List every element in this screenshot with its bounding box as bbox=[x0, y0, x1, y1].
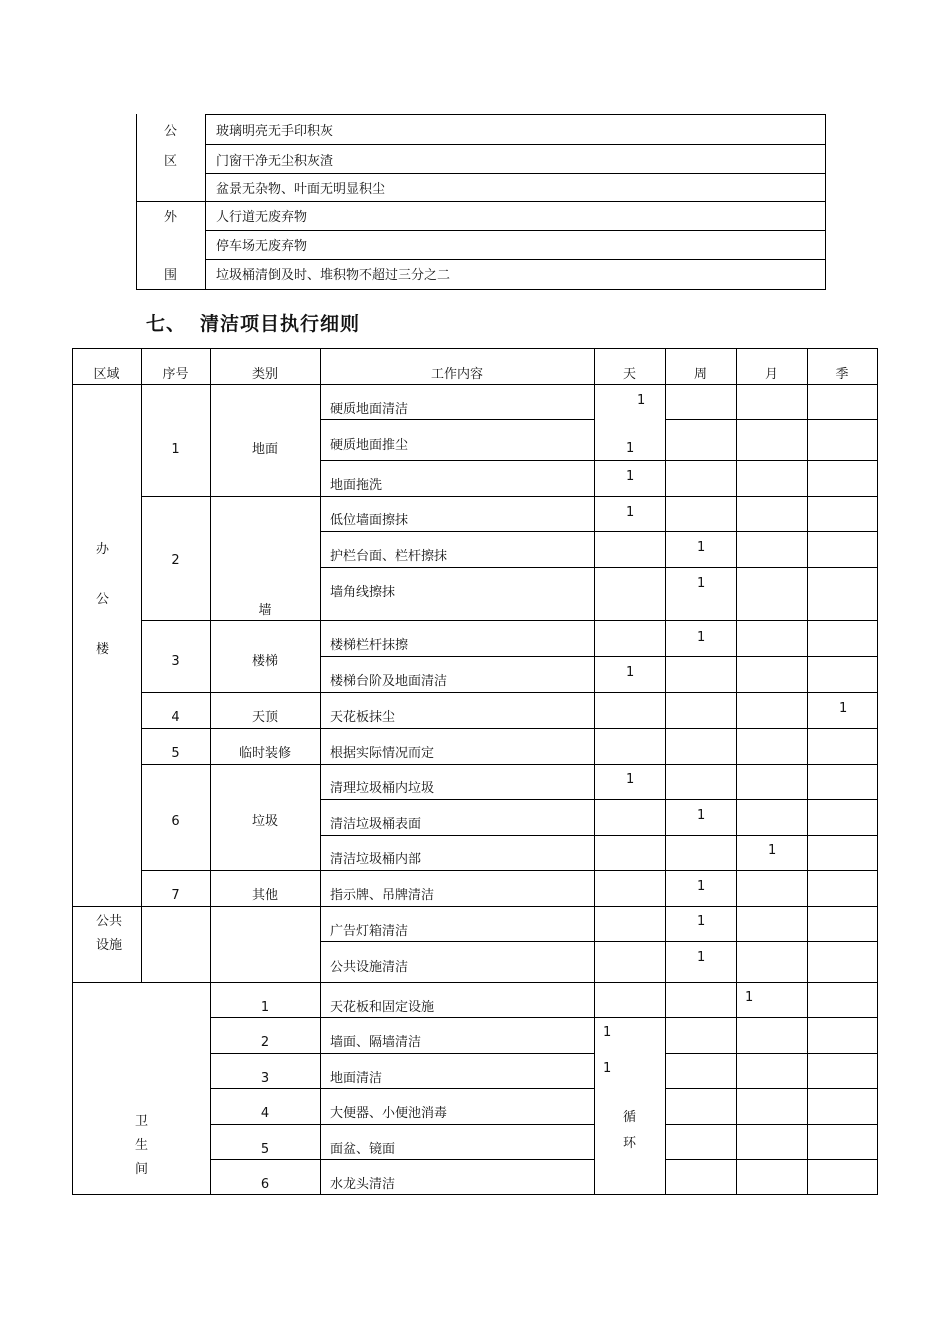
task-cell: 墙面、隔墙清洁 bbox=[330, 1035, 422, 1050]
task-cell: 清洁垃圾桶内部 bbox=[330, 852, 422, 867]
task-cell: 护栏台面、栏杆擦抹 bbox=[330, 549, 448, 564]
task-cell: 地面拖洗 bbox=[330, 478, 383, 493]
table-border bbox=[72, 348, 73, 1195]
table-border bbox=[72, 348, 878, 349]
table-border bbox=[210, 1159, 594, 1160]
row-number: 2 bbox=[171, 553, 180, 568]
table-border bbox=[141, 620, 878, 621]
row-number: 1 bbox=[260, 1000, 270, 1015]
standard-item: 垃圾桶清倒及时、堆积物不超过三分之二 bbox=[216, 268, 451, 283]
cycle-label: 循 bbox=[623, 1110, 637, 1125]
header-cell: 类别 bbox=[251, 367, 278, 382]
table-border bbox=[594, 348, 595, 1195]
table-border bbox=[205, 114, 206, 290]
table-border bbox=[205, 259, 825, 260]
table-border bbox=[141, 692, 878, 693]
table-border bbox=[320, 941, 878, 942]
standard-item: 停车场无废弃物 bbox=[216, 239, 308, 254]
frequency-mark: 1 bbox=[697, 879, 706, 894]
table-border bbox=[72, 982, 878, 983]
frequency-mark: 1 bbox=[697, 576, 706, 591]
frequency-mark: 1 bbox=[637, 393, 646, 408]
standard-item: 盆景无杂物、叶面无明显积尘 bbox=[216, 182, 386, 197]
area-label: 公共 bbox=[96, 914, 123, 929]
task-cell: 大便器、小便池消毒 bbox=[330, 1106, 448, 1121]
table-border bbox=[665, 419, 878, 420]
row-number: 6 bbox=[171, 814, 180, 829]
category-cell: 墙 bbox=[258, 603, 272, 618]
table-border bbox=[205, 230, 825, 231]
task-cell: 清洁垃圾桶表面 bbox=[330, 817, 422, 832]
category-cell: 临时装修 bbox=[238, 746, 291, 761]
task-cell: 墙角线擦抹 bbox=[330, 585, 396, 600]
table-border bbox=[205, 173, 825, 174]
header-cell: 序号 bbox=[162, 367, 189, 382]
table-border bbox=[210, 1124, 594, 1125]
row-number: 4 bbox=[171, 710, 180, 725]
row-number: 3 bbox=[260, 1071, 270, 1086]
row-number: 2 bbox=[260, 1035, 270, 1050]
header-cell: 工作内容 bbox=[430, 367, 483, 382]
table-border bbox=[320, 460, 878, 461]
row-number: 7 bbox=[171, 888, 180, 903]
group-label: 区 bbox=[164, 154, 178, 169]
table-border bbox=[136, 114, 137, 290]
frequency-mark: 1 bbox=[839, 701, 848, 716]
table-border bbox=[665, 1124, 878, 1125]
header-cell: 季 bbox=[835, 367, 849, 382]
header-cell: 月 bbox=[764, 367, 778, 382]
task-cell: 硬质地面推尘 bbox=[330, 438, 409, 453]
task-cell: 天花板和固定设施 bbox=[330, 1000, 435, 1015]
category-cell: 天顶 bbox=[251, 710, 278, 725]
frequency-mark: 1 bbox=[603, 1025, 612, 1040]
table-border bbox=[72, 384, 878, 385]
row-number: 6 bbox=[260, 1177, 270, 1192]
table-border bbox=[320, 799, 878, 800]
table-border bbox=[807, 348, 808, 1195]
table-border bbox=[141, 496, 878, 497]
area-label: 设施 bbox=[96, 938, 123, 953]
table-border bbox=[72, 1194, 878, 1195]
standard-item: 门窗干净无尘积灰渣 bbox=[216, 154, 334, 169]
group-label: 围 bbox=[164, 268, 178, 283]
header-cell: 区域 bbox=[93, 367, 120, 382]
table-border bbox=[136, 201, 825, 202]
frequency-mark: 1 bbox=[603, 1061, 612, 1076]
task-cell: 天花板抹尘 bbox=[330, 710, 396, 725]
area-label: 卫 bbox=[135, 1114, 149, 1129]
task-cell: 根据实际情况而定 bbox=[330, 746, 435, 761]
table-border bbox=[665, 1088, 878, 1089]
row-number: 4 bbox=[260, 1106, 270, 1121]
table-border bbox=[136, 289, 825, 290]
area-label: 公 bbox=[96, 592, 110, 607]
table-border bbox=[877, 348, 878, 1195]
frequency-mark: 1 bbox=[626, 505, 635, 520]
category-cell: 其他 bbox=[251, 888, 278, 903]
frequency-mark: 1 bbox=[626, 772, 635, 787]
table-border bbox=[205, 144, 825, 145]
area-label: 间 bbox=[135, 1162, 149, 1177]
frequency-mark: 1 bbox=[626, 665, 635, 680]
table-border bbox=[141, 764, 878, 765]
standard-item: 玻璃明亮无手印积灰 bbox=[216, 124, 334, 139]
frequency-mark: 1 bbox=[697, 950, 706, 965]
frequency-mark: 1 bbox=[697, 540, 706, 555]
table-border bbox=[210, 1088, 594, 1089]
frequency-mark: 1 bbox=[626, 469, 635, 484]
header-cell: 周 bbox=[693, 367, 707, 382]
table-border bbox=[665, 348, 666, 1195]
table-border bbox=[320, 348, 321, 1195]
table-border bbox=[665, 1053, 878, 1054]
table-border bbox=[141, 728, 878, 729]
table-border bbox=[665, 1159, 878, 1160]
task-cell: 清理垃圾桶内垃圾 bbox=[330, 781, 435, 796]
frequency-mark: 1 bbox=[768, 843, 777, 858]
task-cell: 面盆、镜面 bbox=[330, 1142, 396, 1157]
category-cell: 楼梯 bbox=[251, 654, 278, 669]
frequency-mark: 1 bbox=[697, 808, 706, 823]
area-label: 办 bbox=[96, 542, 110, 557]
frequency-mark: 1 bbox=[745, 990, 754, 1005]
task-cell: 地面清洁 bbox=[330, 1071, 383, 1086]
table-border bbox=[320, 835, 878, 836]
task-cell: 低位墙面擦抹 bbox=[330, 513, 409, 528]
category-cell: 地面 bbox=[251, 442, 278, 457]
table-border bbox=[210, 348, 211, 1195]
row-number: 5 bbox=[260, 1142, 270, 1157]
row-number: 3 bbox=[171, 654, 180, 669]
task-cell: 硬质地面清洁 bbox=[330, 402, 409, 417]
frequency-mark: 1 bbox=[626, 441, 635, 456]
task-cell: 指示牌、吊牌清洁 bbox=[330, 888, 435, 903]
area-label: 楼 bbox=[96, 642, 110, 657]
area-label: 生 bbox=[135, 1138, 149, 1153]
task-cell: 楼梯栏杆抹擦 bbox=[330, 638, 409, 653]
task-cell: 楼梯台阶及地面清洁 bbox=[330, 674, 448, 689]
table-border bbox=[205, 114, 825, 115]
section-number: 七、 bbox=[146, 313, 187, 335]
table-border bbox=[210, 1053, 594, 1054]
task-cell: 水龙头清洁 bbox=[330, 1177, 396, 1192]
table-border bbox=[825, 114, 826, 290]
table-border bbox=[141, 870, 878, 871]
table-border bbox=[320, 419, 594, 420]
group-label: 外 bbox=[164, 210, 178, 225]
cycle-label: 环 bbox=[623, 1136, 637, 1151]
table-border bbox=[320, 567, 878, 568]
table-border bbox=[72, 906, 878, 907]
row-number: 1 bbox=[171, 442, 180, 457]
table-border bbox=[736, 348, 737, 1195]
table-border bbox=[320, 656, 878, 657]
header-cell: 天 bbox=[622, 367, 636, 382]
group-label: 公 bbox=[164, 124, 178, 139]
category-cell: 垃圾 bbox=[251, 814, 278, 829]
frequency-mark: 1 bbox=[697, 630, 706, 645]
table-border bbox=[320, 531, 878, 532]
standard-item: 人行道无废弃物 bbox=[216, 210, 308, 225]
frequency-mark: 1 bbox=[697, 914, 706, 929]
row-number: 5 bbox=[171, 746, 180, 761]
task-cell: 广告灯箱清洁 bbox=[330, 924, 409, 939]
task-cell: 公共设施清洁 bbox=[330, 960, 409, 975]
table-border bbox=[210, 1017, 878, 1018]
section-title: 清洁项目执行细则 bbox=[200, 313, 361, 335]
